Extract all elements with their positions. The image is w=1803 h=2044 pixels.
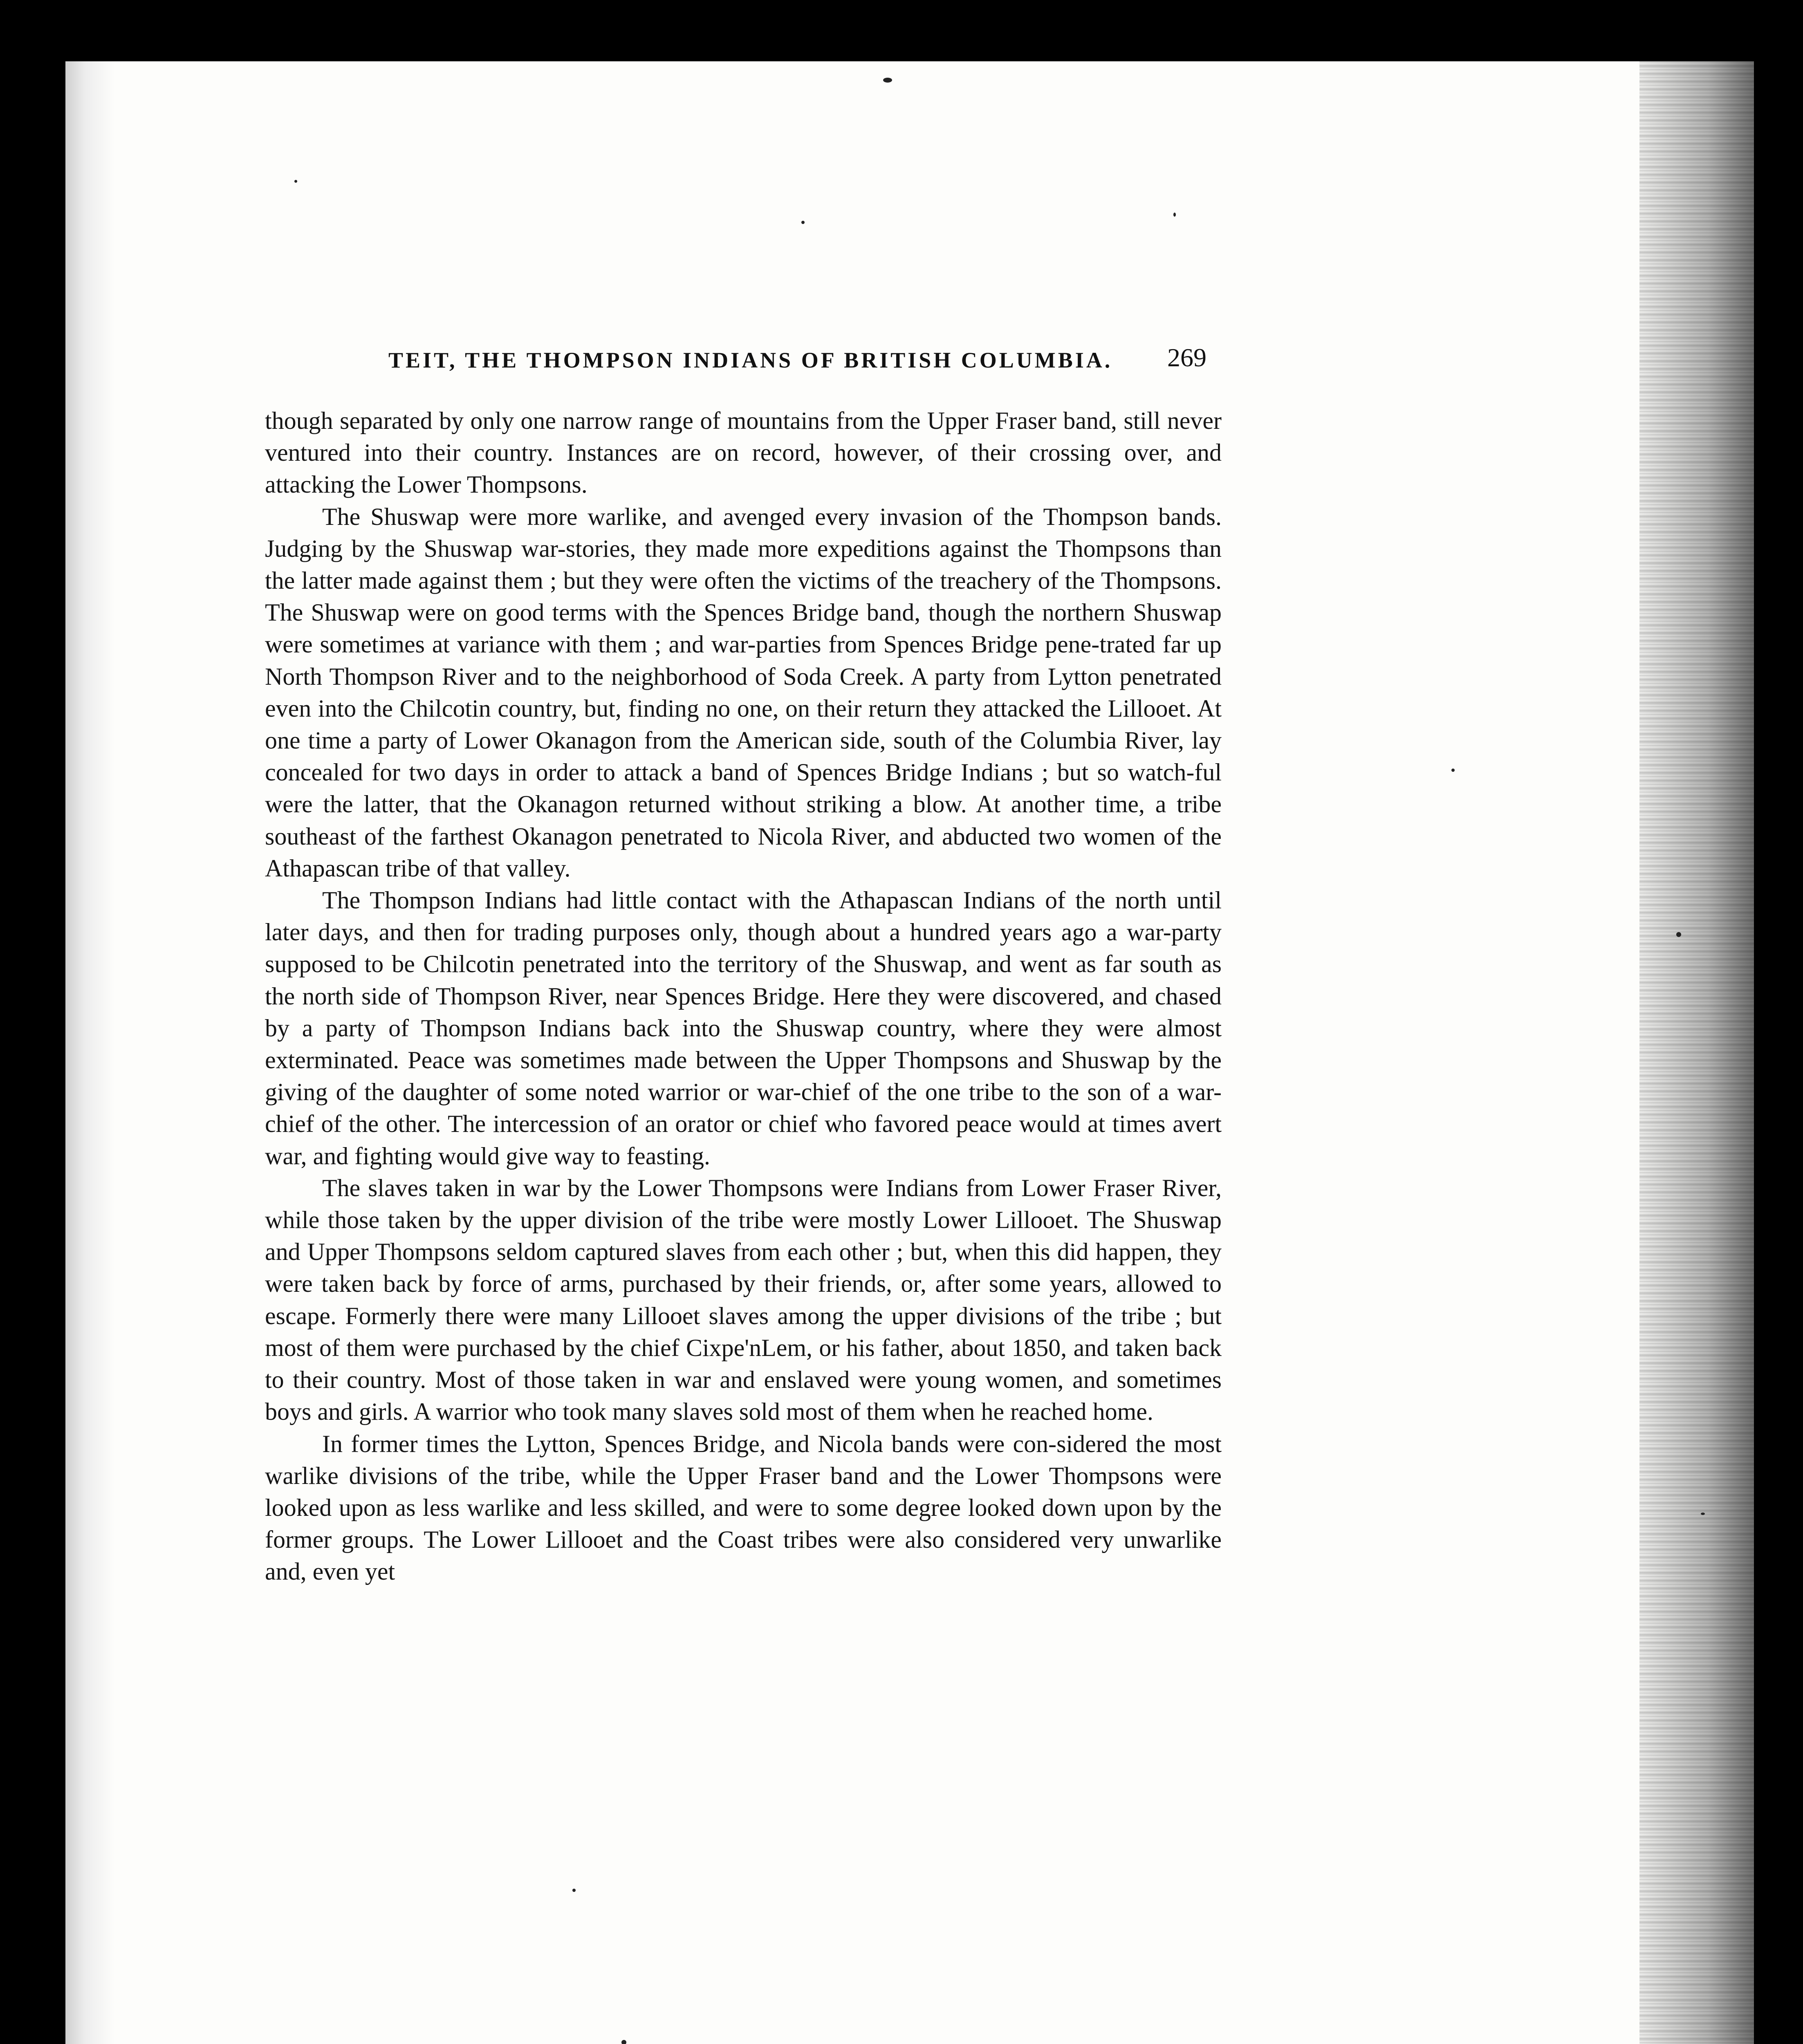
paragraph: though separated by only one narrow range of mountains from the Upper Fraser band, still never ventured into their country. Instances are on record, however, of their crossing over, and attacking the Lower Thompsons. xyxy=(265,407,1222,498)
scan-speck xyxy=(883,78,892,83)
scan-edge-noise xyxy=(1639,61,1754,2044)
paragraph: The Shuswap were more warlike, and avenged every invasion of the Thompson bands. Judging by the Shuswap war-stories, they made more expeditions against the Thompsons than the latter made against them ; but they were often the victims of the treachery of the Thompsons. The Shuswap were on good terms with the Spences Bridge band, though the northern Shuswap were sometimes at variance with them ; and war-parties from Spences Bridge pene-trated far up North Thompson River and to the neighborhood of Soda Creek. A party from Lytton penetrated even into the Chilcotin country, but, finding no one, on their return they attacked the Lillooet. At one time a party of Lower Okanagon from the American side, south of the Columbia River, lay concealed for two days in order to attack a band of Spences Bridge Indians ; but so watch-ful were the latter, that the Okanagon returned without striking a blow. At another time, a tribe southeast of the farthest Okanagon penetrated to Nicola River, and abducted two women of the Athapascan tribe of that valley. xyxy=(265,503,1222,882)
scan-speck xyxy=(621,2040,626,2044)
paragraph: The slaves taken in war by the Lower Thompsons were Indians from Lower Fraser River, while those taken by the upper division of the tribe were mostly Lower Lillooet. The Shuswap and Upper Thompsons seldom captured slaves from each other ; but, when this did happen, they were taken back by force of arms, purchased by their friends, or, after some years, allowed to escape. Formerly there were many Lillooet slaves among the upper divisions of the tribe ; but most of them were purchased by the chief Cixpe'nLem, or his father, about 1850, and taken back to their country. Most of those taken in war and enslaved were young women, and sometimes boys and girls. A warrior who took many slaves sold most of them when he reached home. xyxy=(265,1174,1222,1425)
body-text xyxy=(265,405,1222,1588)
scan-speck xyxy=(801,221,805,224)
scan-speck xyxy=(572,1889,576,1892)
scan-speck xyxy=(1701,1513,1705,1515)
running-head: TEIT, THE THOMPSON INDIANS OF BRITISH COLUMBIA. xyxy=(388,348,1113,372)
scan-speck xyxy=(1173,213,1176,217)
scan-speck xyxy=(294,180,297,183)
scan-speck xyxy=(1451,769,1455,772)
paragraph: The Thompson Indians had little contact with the Athapascan Indians of the north until later days, and then for trading purposes only, though about a hundred years ago a war-party supposed to be Chilcotin penetrated into the territory of the Shuswap, and went as far south as the north side of Thompson River, near Spences Bridge. Here they were discovered, and chased by a party of Thompson Indians back into the Shuswap country, where they were almost exterminated. Peace was sometimes made between the Upper Thompsons and Shuswap by the giving of the daughter of some noted warrior or war-chief of the one tribe to the son of a war-chief of the other. The intercession of an orator or chief who favored peace would at times avert war, and fighting would give way to feasting. xyxy=(265,887,1222,1170)
page-number: 269 xyxy=(1167,343,1206,372)
binding-shadow xyxy=(65,61,114,2044)
paragraph: In former times the Lytton, Spences Bridge, and Nicola bands were con-sidered the most warlike divisions of the tribe, while the Upper Fraser band and the Lower Thompsons were looked upon as less warlike and less skilled, and were to some degree looked down upon by the former groups. The Lower Lillooet and the Coast tribes were also considered very unwarlike and, even yet xyxy=(265,1430,1222,1585)
scan-speck xyxy=(1676,932,1681,937)
